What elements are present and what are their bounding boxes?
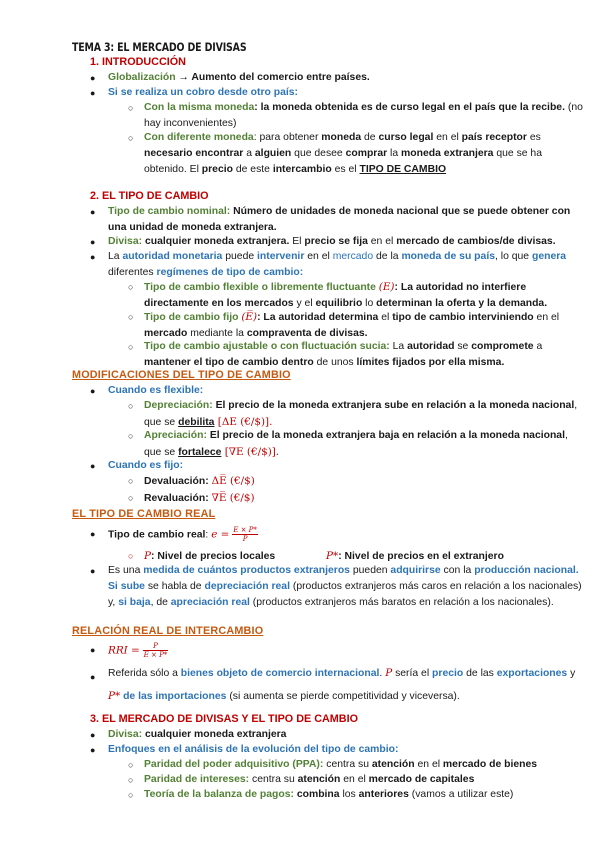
section-2-heading: 2. EL TIPO DE CAMBIO xyxy=(90,190,209,202)
rri-heading: RELACIÓN REAL DE INTERCAMBIO xyxy=(72,625,264,637)
bullet-icon: ● xyxy=(90,745,96,755)
section-1-heading: 1. INTRODUCCIÓN xyxy=(90,56,186,68)
list-item: ○ Teoría de la balanza de pagos: combina los anteriores (vamos a utilizar este) xyxy=(144,787,584,803)
circle-bullet-icon: ○ xyxy=(128,493,134,503)
tipo-cambio-real-heading: EL TIPO DE CAMBIO REAL xyxy=(72,508,216,520)
bullet-icon: ● xyxy=(90,237,96,247)
list-item: ● Si se realiza un cobro desde otro país: xyxy=(108,85,586,101)
document-title: TEMA 3: EL MERCADO DE DIVISAS xyxy=(72,40,247,54)
list-item: ● Globalización → Aumento del comercio entre países. xyxy=(108,70,586,86)
circle-bullet-icon: ○ xyxy=(128,760,134,770)
list-item: ● RRI = $\frac{P}{E \times P*}$ xyxy=(90,642,168,659)
modificaciones-heading: MODIFICACIONES DEL TIPO DE CAMBIO xyxy=(72,369,291,381)
circle-bullet-icon: ○ xyxy=(128,282,134,292)
circle-bullet-icon: ○ xyxy=(128,775,134,785)
bullet-icon: ● xyxy=(90,672,96,682)
list-item: ○ Con la misma moneda: la moneda obtenida es de curso legal en el país que la recibe. (no hay inconvenientes) xyxy=(128,102,583,129)
list-item: ● Divisa: cualquier moneda extranjera. El precio se fija en el mercado de cambios/de divisas. xyxy=(108,234,586,250)
list-item: ● Tipo de cambio real: e = $\frac{E \times P*}{P}$ xyxy=(90,526,257,543)
list-item: ● Tipo de cambio nominal: Número de unidades de moneda nacional que se puede obtener con una unidad de moneda extranjera. xyxy=(90,206,571,233)
bullet-icon: ● xyxy=(90,88,96,98)
bullet-icon: ● xyxy=(90,207,96,217)
list-item: ○ P: Nivel de precios locales P*: Nivel de precios en el extranjero xyxy=(128,550,504,562)
list-item: ○ Apreciación: El precio de la moneda extranjera baja en relación a la moneda nacional, que se fortalece [∇E (€/$)]. xyxy=(128,430,568,458)
list-item: ● Divisa: cualquier moneda extranjera xyxy=(108,727,586,743)
bullet-icon: ● xyxy=(90,566,96,576)
list-item: ○ Paridad del poder adquisitivo (PPA): centra su atención en el mercado de bienes xyxy=(144,757,584,773)
list-item: ○ Con diferente moneda: para obtener moneda de curso legal en el país receptor es necesario encontrar a alguien que desee comprar la moneda extranjera que se ha obtenido. El precio de este intercambio es el TIPO DE CAMBIO xyxy=(128,132,542,175)
circle-bullet-icon: ○ xyxy=(128,431,134,441)
list-item: ● Cuando es flexible: xyxy=(108,383,586,399)
list-item: ○ Devaluación: ΔE̅ (€/$) xyxy=(128,475,255,487)
list-item: ● Cuando es fijo: xyxy=(108,458,586,474)
circle-bullet-icon: ○ xyxy=(128,476,134,486)
circle-bullet-icon: ○ xyxy=(128,133,134,143)
bullet-icon: ● xyxy=(90,73,96,83)
circle-bullet-icon: ○ xyxy=(128,790,134,800)
list-item: ● La autoridad monetaria puede intervenir en el mercado de la moneda de su país, lo que genera diferentes regímenes de tipo de cambio: xyxy=(90,251,567,278)
bullet-icon: ● xyxy=(90,645,96,655)
list-item: ○ Revaluación: ∇E̅ (€/$) xyxy=(128,492,255,504)
circle-bullet-icon: ○ xyxy=(128,103,134,113)
list-item: ● Es una medida de cuántos productos extranjeros pueden adquirirse con la producción nacional. Si sube se habla de depreciación real (productos extranjeros más caros en relación a los nacionales) y, si baja, de apreciación real (productos extranjeros más baratos en relación a los nacionales). xyxy=(90,565,582,608)
list-item: ● Referida sólo a bienes objeto de comercio internacional. P sería el precio de las exportaciones y P* de las importaciones (si aumenta se pierde competitividad y viceversa). xyxy=(90,667,576,702)
list-item: ○ Tipo de cambio flexible o libremente fluctuante (E): La autoridad no interfiere directamente en los mercados y el equilibrio lo determinan la oferta y la demanda. xyxy=(128,281,548,309)
list-item: ○ Paridad de intereses: centra su atención en el mercado de capitales xyxy=(144,772,584,788)
bullet-icon: ● xyxy=(90,252,96,262)
circle-bullet-icon: ○ xyxy=(128,342,134,352)
bullet-icon: ● xyxy=(90,529,96,539)
real-exchange-formula: $\frac{E \times P*}{P}$ xyxy=(233,526,257,543)
list-item: ○ Tipo de cambio ajustable o con fluctuación sucia: La autoridad se compromete a mantener el tipo de cambio dentro de unos límites fijados por ella misma. xyxy=(128,341,543,368)
list-item: ○ Depreciación: El precio de la moneda extranjera sube en relación a la moneda nacional, que se debilita [ΔE (€/$)]. xyxy=(128,400,578,428)
bullet-icon: ● xyxy=(90,730,96,740)
circle-bullet-icon: ○ xyxy=(128,551,134,561)
bullet-icon: ● xyxy=(90,386,96,396)
bullet-icon: ● xyxy=(90,461,96,471)
circle-bullet-icon: ○ xyxy=(128,401,134,411)
circle-bullet-icon: ○ xyxy=(128,312,134,322)
section-3-heading: 3. EL MERCADO DE DIVISAS Y EL TIPO DE CAMBIO xyxy=(90,713,358,725)
rri-formula: $\frac{P}{E \times P*}$ xyxy=(143,642,168,659)
list-item: ● Enfoques en el análisis de la evolución del tipo de cambio: xyxy=(108,742,586,758)
list-item: ○ Tipo de cambio fijo (E̅): La autoridad determina el tipo de cambio interviniendo en el mercado mediante la compraventa de divisas. xyxy=(128,311,560,339)
